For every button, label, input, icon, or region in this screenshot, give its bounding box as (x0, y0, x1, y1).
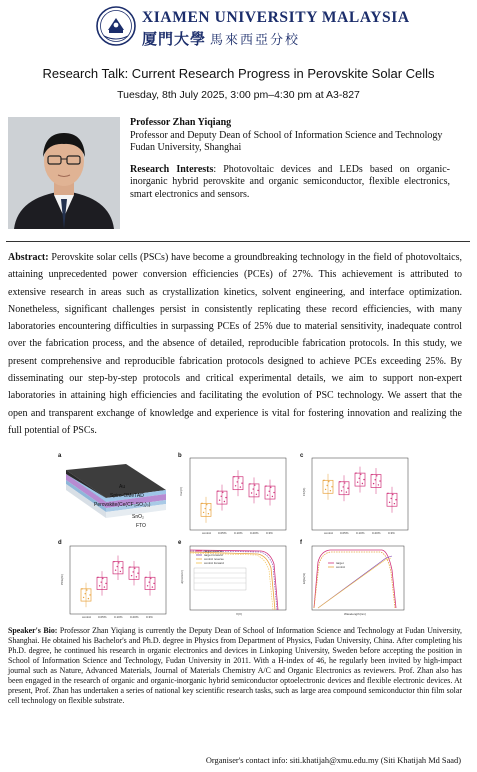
box-point (327, 485, 328, 486)
speaker-affiliation: Fudan University, Shanghai (130, 142, 242, 154)
speaker-position: Professor and Deputy Dean of School of Information Science and Technology (130, 129, 443, 141)
panel-e-label: e (178, 540, 182, 546)
box-point (208, 513, 209, 514)
legend-control-forward: control forward (204, 561, 224, 565)
layer-label-perovskite: Perovskite(Ce(CF₃SO₃)₃) (94, 502, 151, 508)
legend-eqe-target: target (336, 561, 344, 565)
box-point (341, 490, 342, 491)
bio-label: Speaker's Bio: (8, 626, 58, 635)
box-point (150, 578, 151, 579)
box-point (83, 597, 84, 598)
abstract-label: Abstract: (8, 252, 49, 263)
box-point (201, 503, 202, 504)
box-point (115, 570, 116, 571)
box-point (235, 485, 236, 486)
box-point (99, 585, 100, 586)
interests-text: : Photovoltaic devices and LEDs based on organic-inorganic hybrid perovskite and organic semiconductor, flexible electronics, smart electronics and sensors. (130, 163, 450, 200)
box-point (391, 498, 392, 499)
box-point (330, 490, 331, 491)
box-point (81, 588, 82, 589)
box-point (392, 494, 393, 495)
box-point (249, 483, 250, 484)
panel-c-label: c (300, 453, 304, 459)
speaker-research-interests (130, 164, 450, 202)
panel-d-boxes (81, 556, 155, 619)
panel-f-label: f (300, 540, 302, 546)
panel-d-pce-boxplot (58, 540, 166, 619)
box-point (206, 504, 207, 505)
box-point (117, 566, 118, 567)
panel-b-label: b (178, 453, 182, 459)
research-figure (56, 450, 416, 619)
box-point (152, 586, 153, 587)
box-point (325, 489, 326, 490)
box-point (97, 577, 98, 578)
panel-c-ff-boxplot (300, 453, 408, 535)
box-point (376, 475, 377, 476)
box-point (89, 594, 90, 595)
talk-datetime: Tuesday, 8th July 2025, 3:00 pm–4:30 pm at A3-827 (117, 89, 360, 101)
layer-label-sno2: SnO₂ (132, 514, 144, 520)
panel-f-xlabel: Wavelength(nm) (344, 612, 366, 616)
box-category-label: control (82, 615, 92, 619)
panel-f-eqe-curves (300, 540, 404, 616)
box-point (267, 494, 268, 495)
box-point (153, 583, 154, 584)
legend-target-reverse: target reverse (204, 549, 223, 553)
box-point (147, 585, 148, 586)
box-point (371, 474, 372, 475)
box-category-label: 0.05% (98, 615, 107, 619)
box-point (240, 486, 241, 487)
box-category-label: 0.3% (146, 615, 153, 619)
box-point (256, 494, 257, 495)
university-name-cn-branch: 馬來西亞分校 (210, 33, 301, 48)
box-point (328, 481, 329, 482)
box-point (394, 503, 395, 504)
box-point (113, 561, 114, 562)
box-point (273, 492, 274, 493)
box-point (331, 486, 332, 487)
box-point (149, 581, 150, 582)
abstract-text: Perovskite solar cells (PSCs) have become a groundbreaking technology in the field of photovoltaics, attaining unprecedented power conversion efficiencies (PCEs) of 27%. This achievement is attributed to extensive research in areas such as crystallization kinetics, solvent engineering, and interface optimization. Nonetheless, significant challenges persist in consistently replicating these record efficiencies, with many laboratories encountering difficulties in surpassing PCEs of 25% due to material sensitivity, inadequate control over the fabrication process, and the absence of detailed, reproducible fabrication protocols. In this study, we present comprehensive and reproducible fabrication protocols designed to achieve PCEs exceeding 25%. By disseminating our step-by-step protocols and critical experimental details, we aim to support non-expert laboratories in attaining high efficiencies and facilitating the evolution of PSC technology. We assert that the open and transparent exchange of knowledge and experience is vital for fostering innovation and realizing the full potential of PSCs. (8, 252, 462, 436)
speaker-bio (8, 626, 462, 706)
box-point (102, 578, 103, 579)
box-point (224, 501, 225, 502)
box-point (131, 575, 132, 576)
organiser-contact: Organiser's contact info: siti.khatijah@xmu.edu.my (Siti Khatijah Md Saad) (205, 756, 461, 765)
section-divider (6, 241, 470, 242)
research-figure-svg (56, 450, 416, 619)
panel-c-boxes (323, 467, 397, 535)
abstract (8, 249, 462, 439)
box-point (269, 491, 270, 492)
box-point (270, 487, 271, 488)
box-point (360, 474, 361, 475)
box-point (387, 493, 388, 494)
legend-target-forward: target forward (204, 553, 223, 557)
layer-label-spiro: Spiro-OMeTAD (110, 493, 144, 499)
university-name-en: XIAMEN UNIVERSITY MALAYSIA (142, 9, 410, 26)
box-point (373, 483, 374, 484)
box-point (105, 583, 106, 584)
speaker-name: Professor Zhan Yiqiang (130, 117, 232, 128)
box-point (104, 586, 105, 587)
panel-c-ylabel: FF(%) (302, 487, 306, 496)
box-point (359, 478, 360, 479)
box-point (86, 589, 87, 590)
box-point (205, 508, 206, 509)
panel-b-ylabel: Voc(V) (179, 486, 183, 496)
panel-e-inset-table (194, 568, 246, 590)
box-category-label: control (202, 531, 212, 535)
box-category-label: 0.20% (130, 615, 139, 619)
panel-a-label: a (58, 453, 62, 459)
box-point (219, 499, 220, 500)
box-point (344, 482, 345, 483)
integrated-jsc-control (318, 558, 391, 608)
panel-f-ylabel: EQE(%) (302, 572, 306, 584)
box-category-label: 0.05% (340, 531, 349, 535)
box-point (323, 480, 324, 481)
box-point (362, 483, 363, 484)
box-point (363, 479, 364, 480)
speaker-photo (8, 117, 120, 229)
panel-d-label: d (58, 540, 62, 546)
box-point (251, 492, 252, 493)
box-point (254, 485, 255, 486)
box-point (118, 562, 119, 563)
box-point (133, 571, 134, 572)
panel-b-boxes (201, 470, 275, 535)
university-name-cn (142, 28, 300, 49)
box-category-label: 0.3% (388, 531, 395, 535)
interests-label: Research Interests (130, 163, 214, 175)
box-point (378, 484, 379, 485)
box-point (238, 477, 239, 478)
box-point (346, 491, 347, 492)
box-point (253, 488, 254, 489)
panel-f-axes (312, 546, 404, 610)
box-point (85, 593, 86, 594)
box-category-label: control (324, 531, 334, 535)
university-name-cn-main: 厦門大學 (142, 30, 207, 48)
box-point (237, 481, 238, 482)
box-category-label: 0.05% (218, 531, 227, 535)
box-point (88, 598, 89, 599)
box-point (375, 479, 376, 480)
box-category-label: 0.10% (234, 531, 243, 535)
box-point (265, 485, 266, 486)
box-point (379, 480, 380, 481)
box-point (233, 476, 234, 477)
university-logo (96, 6, 410, 50)
box-point (355, 472, 356, 473)
box-point (225, 497, 226, 498)
box-point (272, 496, 273, 497)
panel-e-ylabel: J(mA/cm²) (180, 570, 184, 584)
box-point (203, 512, 204, 513)
box-category-label: 0.3% (266, 531, 273, 535)
panel-e-jv-curves (178, 540, 286, 616)
panel-b-voc-boxplot (178, 453, 286, 535)
box-point (395, 499, 396, 500)
bio-text: Professor Zhan Yiqiang is currently the Deputy Dean of School of Information Science and Technology at Fudan University, Shanghai. He obtained his Bachelor's and Ph.D. degree in Physics from Department of Physics, Fudan University, China. After completing his Ph.D. degree, he continued his research in organic electronics and devices in Linkoping University, Sweden before accepting the position in School of Information Science and Technology, Fudan University in 2011. With a H-index of 46, he regularly been invited by high-impact journal such as Nature, Advanced Materials, Journal of Materials Chemistry A/C and Organic Electronics as reviewers. Prof. Zhan also has been engaged in the research of organic and organic-inorganic hybrid semiconductor optoelectronic devices and flexible electronic devices. At present, Prof. Zhan has undertaken a series of national key scientific research tasks, such as large area compound semiconductor thin film solar cell technology on flexible substrate. (8, 626, 462, 705)
panel-a-device-stack (58, 453, 166, 529)
legend-eqe-control: control (336, 565, 346, 569)
speaker-portrait-image (8, 117, 120, 229)
box-point (134, 568, 135, 569)
box-point (129, 566, 130, 567)
panel-d-ylabel: PCE(%) (60, 574, 64, 585)
box-point (222, 492, 223, 493)
box-category-label: 0.10% (114, 615, 123, 619)
box-point (241, 483, 242, 484)
layer-label-au: Au (119, 484, 126, 490)
panel-e-xlabel: V(V) (236, 612, 242, 616)
speaker-info (130, 117, 450, 202)
box-point (145, 577, 146, 578)
box-category-label: 0.20% (372, 531, 381, 535)
legend-control-reverse: control reverse (204, 557, 224, 561)
box-point (217, 490, 218, 491)
box-point (221, 496, 222, 497)
box-point (357, 481, 358, 482)
layer-label-fto: FTO (136, 523, 146, 529)
box-point (343, 486, 344, 487)
box-point (137, 573, 138, 574)
box-point (389, 502, 390, 503)
eqe-target (314, 550, 396, 608)
box-point (120, 571, 121, 572)
box-category-label: 0.20% (250, 531, 259, 535)
box-point (339, 481, 340, 482)
university-seal-icon (96, 6, 136, 46)
box-point (209, 509, 210, 510)
box-point (121, 567, 122, 568)
box-point (136, 576, 137, 577)
box-point (101, 581, 102, 582)
box-category-label: 0.10% (356, 531, 365, 535)
box-point (257, 490, 258, 491)
box-point (347, 488, 348, 489)
talk-title: Research Talk: Current Research Progress in Perovskite Solar Cells (42, 66, 435, 81)
